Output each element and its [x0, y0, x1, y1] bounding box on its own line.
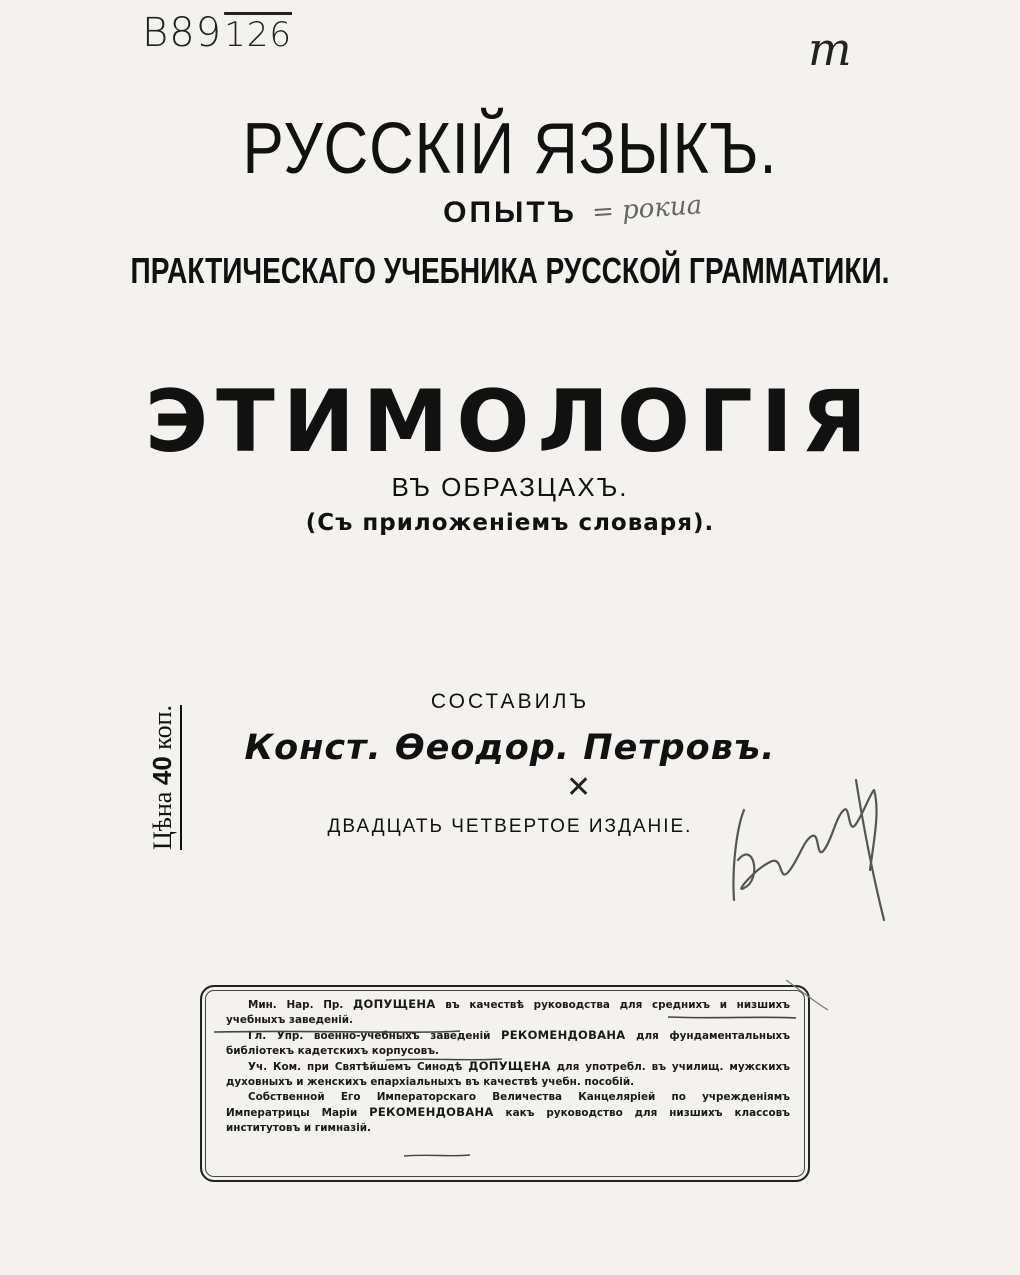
price-prefix: Цѣна [148, 785, 177, 850]
approval-highlight: ДОПУЩЕНА [468, 1059, 551, 1073]
approval-lead: Уч. Ком. при Святѣйшемъ Синодѣ [248, 1061, 469, 1073]
section-title: ЭТИМОЛОГІЯ [145, 372, 875, 472]
edition-label: ДВАДЦАТЬ ЧЕТВЕРТОЕ ИЗДАНІЕ. [327, 816, 693, 837]
author-name: Конст. Ѳеодор. Петровъ. [244, 728, 776, 768]
approval-rest: для употребл. въ училищ. мужскихъ духовныхъ и женскихъ епархіальныхъ въ качествѣ учебн. пособій. [226, 1061, 790, 1088]
compiled-by-label: СОСТАВИЛЪ [430, 690, 590, 713]
approval-rest: для фундаментальныхъ библіотекъ кадетскихъ корпусовъ. [226, 1030, 790, 1057]
author-mark: ✕ [566, 770, 592, 805]
approval-lead: Собственной Его Императорскаго Величества Канцеляріей по учрежденіямъ Императрицы Маріи [226, 1091, 790, 1119]
subtitle-dictionary: (Съ приложеніемъ словаря). [305, 510, 715, 536]
approval-highlight: РЕКОМЕНДОВАНА [369, 1105, 494, 1119]
approval-rest: какъ руководство для низшихъ классовъ институтовъ и гимназій. [226, 1107, 790, 1134]
subtitle-examples: ВЪ ОБРАЗЦАХЪ. [391, 472, 629, 502]
book-title: РУССКІЙ ЯЗЫКЪ. [242, 109, 778, 189]
price-amount: 40 [147, 756, 177, 786]
corner-mark: m [808, 22, 852, 76]
shelfmark-fraction: 126 [224, 15, 292, 55]
approval-lead: Гл. Упр. военно-учебныхъ заведеній [248, 1030, 502, 1042]
subtitle-textbook: ПРАКТИЧЕСКАГО УЧЕБНИКА РУССКОЙ ГРАММАТИКИ. [130, 250, 890, 291]
price-suffix: коп. [148, 704, 177, 757]
approval-rest: въ качествѣ руководства для среднихъ и низшихъ учебныхъ заведеній. [226, 999, 790, 1026]
approval-lead: Мин. Нар. Пр. [248, 999, 353, 1011]
approval-highlight: ДОПУЩЕНА [353, 997, 436, 1011]
pencil-note: = рокиа [591, 190, 704, 228]
shelfmark-part: B89 [142, 10, 223, 56]
approval-highlight: РЕКОМЕНДОВАНА [501, 1028, 626, 1042]
subtitle-attempt: ОПЫТЪ [443, 196, 577, 229]
